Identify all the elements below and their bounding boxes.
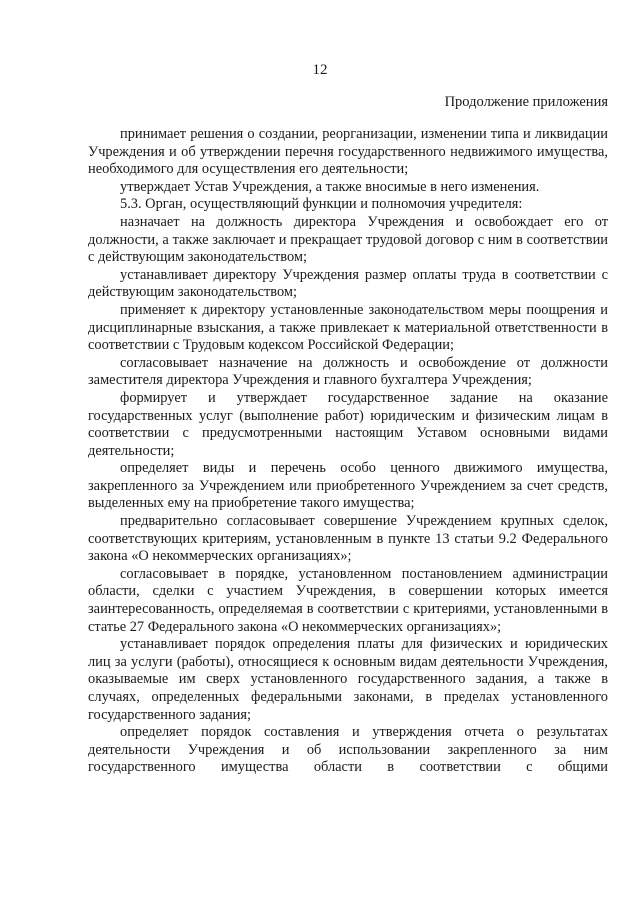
paragraph: определяет порядок составления и утверждения отчета о результатах деятельности Учреждения и об использовании закрепленного за ним государственного имущества области в соответствии с общими	[88, 724, 608, 776]
section-heading: 5.3. Орган, осуществляющий функции и полномочия учредителя:	[120, 196, 523, 213]
page-number: 12	[312, 62, 328, 78]
paragraph: применяет к директору установленные законодательством меры поощрения и дисциплинарные взыскания, а также привлекает к материальной ответственности в соответствии с Трудовым кодексом Российской Федерации;	[88, 301, 608, 354]
paragraph: назначает на должность директора Учреждения и освобождает его от должности, а также заключает и прекращает трудовой договор с ним в соответствии с действующим законодательством;	[88, 213, 608, 266]
paragraph: определяет виды и перечень особо ценного движимого имущества, закрепленного за Учреждением или приобретенного Учреждением за счет средств, выделенных ему на приобретение такого имущества;	[88, 460, 608, 512]
paragraph: принимает решения о создании, реорганизации, изменении типа и ликвидации Учреждения и об утверждении перечня государственного недвижимого имущества, необходимого для осуществления его деятельности;	[88, 126, 608, 178]
paragraph: устанавливает порядок определения платы для физических и юридических лиц за услуги (работы), относящиеся к основным видам деятельности Учреждения, оказываемые им сверх установленного государственного задания, а также в случаях, определенных федеральными законами, в пределах установленного государственного задания;	[88, 636, 608, 723]
paragraph: устанавливает директору Учреждения размер оплаты труда в соответствии с действующим законодательством;	[88, 266, 608, 301]
paragraph: предварительно согласовывает совершение Учреждением крупных сделок, соответствующих критериям, установленным в пункте 13 статьи 9.2 Федерального закона «О некоммерческих организациях»;	[88, 513, 608, 565]
paragraph: согласовывает назначение на должность и освобождение от должности заместителя директора Учреждения и главного бухгалтера Учреждения;	[88, 354, 608, 389]
paragraph: формирует и утверждает государственное задание на оказание государственных услуг (выполнение работ) юридическим и физическим лицам в соответствии с предусмотренными настоящим Уставом основными видами деятельности;	[88, 389, 608, 459]
document-body	[88, 126, 608, 777]
header-note: Продолжение приложения	[444, 94, 608, 110]
paragraph: утверждает Устав Учреждения, а также вносимые в него изменения.	[120, 178, 540, 195]
paragraph: согласовывает в порядке, установленном постановлением администрации области, сделки с участием Учреждения, в совершении которых имеется заинтересованность, определяемая в соответствии с критериями, установленными в статье 27 Федерального закона «О некоммерческих организациях»;	[88, 565, 608, 635]
